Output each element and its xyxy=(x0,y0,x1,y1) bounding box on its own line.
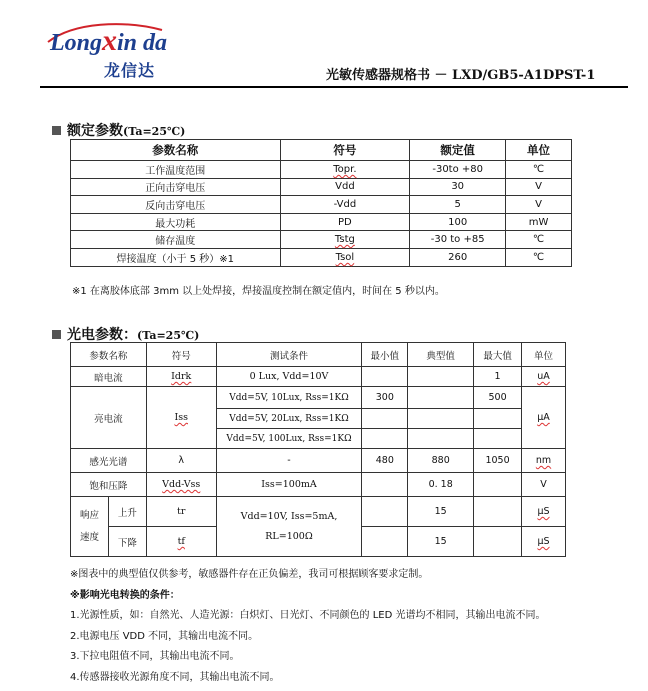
response-cond-line1: Vdd=10V, Iss=5mA, xyxy=(240,510,338,522)
empty-cell xyxy=(474,429,522,449)
param-unit: nm xyxy=(522,449,566,473)
param-value: -30to +80 xyxy=(410,161,506,179)
table-row xyxy=(71,367,566,387)
rated-heading-text: 额定参数 xyxy=(67,123,123,139)
max-value: 1050 xyxy=(474,449,522,473)
test-condition: Vdd=5V, 10Lux, Rss=1KΩ xyxy=(216,387,362,409)
typ-value: 15 xyxy=(408,527,474,557)
typ-value xyxy=(408,367,474,387)
param-name: 储存温度 xyxy=(71,231,281,249)
list-item: 4.传感器接收光源角度不同，其输出电流不同。 xyxy=(70,671,280,683)
param-unit: μA xyxy=(522,387,566,449)
test-condition: Iss=100mA xyxy=(216,473,362,497)
response-name-line2: 速度 xyxy=(79,531,99,543)
table-row xyxy=(71,248,572,266)
optical-heading-text: 光电参数： xyxy=(67,327,137,343)
optical-section-heading xyxy=(52,324,199,344)
logo-chinese: 龙信达 xyxy=(104,61,156,80)
empty-cell xyxy=(362,527,408,557)
param-unit: uA xyxy=(522,367,566,387)
table-row xyxy=(71,213,572,231)
empty-cell xyxy=(362,409,408,429)
param-symbol: Tsol xyxy=(280,248,410,266)
param-name: 工作温度范围 xyxy=(71,161,281,179)
header-divider xyxy=(40,86,628,88)
column-header: 最小值 xyxy=(362,343,408,367)
param-value: 30 xyxy=(410,178,506,196)
typ-value: 0. 18 xyxy=(408,473,474,497)
table-row xyxy=(71,449,566,473)
table-row xyxy=(71,473,566,497)
param-symbol: tf xyxy=(146,527,216,557)
param-value: 260 xyxy=(410,248,506,266)
param-name: 暗电流 xyxy=(71,367,147,387)
typical-value-note: ※图表中的典型值仅供参考，敏感器件存在正负偏差，我司可根据顾客要求定制。 xyxy=(70,569,429,580)
column-header: 最大值 xyxy=(474,343,522,367)
empty-cell xyxy=(474,409,522,429)
param-value: 100 xyxy=(410,213,506,231)
optical-heading-sub: (Ta=25℃) xyxy=(137,329,200,342)
table-row xyxy=(71,387,566,409)
column-header: 参数名称 xyxy=(71,140,281,161)
logo-en-part2: in da xyxy=(117,30,168,56)
param-name: 亮电流 xyxy=(71,387,147,449)
param-symbol: -Vdd xyxy=(280,196,410,214)
max-value: 500 xyxy=(474,387,522,409)
min-value: 300 xyxy=(362,387,408,409)
empty-cell xyxy=(408,409,474,429)
typ-value: 880 xyxy=(408,449,474,473)
response-cond-line2: RL=100Ω xyxy=(265,530,313,542)
list-item: 3.下拉电阻值不同，其输出电流不同。 xyxy=(70,651,240,662)
param-unit: μS xyxy=(522,527,566,557)
param-unit: ℃ xyxy=(506,231,572,249)
min-value xyxy=(362,367,408,387)
param-unit: ℃ xyxy=(506,161,572,179)
param-name: 焊接温度（小于 5 秒）※1 xyxy=(71,248,281,266)
rated-heading-sub: (Ta=25℃) xyxy=(123,125,186,138)
logo-english xyxy=(50,24,167,58)
param-symbol: tr xyxy=(146,497,216,527)
empty-cell xyxy=(474,527,522,557)
param-name xyxy=(71,497,109,557)
empty-cell xyxy=(408,429,474,449)
test-condition: Vdd=5V, 20Lux, Rss=1KΩ xyxy=(216,409,362,429)
table-header-row xyxy=(71,343,566,367)
param-unit: μS xyxy=(522,497,566,527)
param-unit: mW xyxy=(506,213,572,231)
sub-param-name: 下降 xyxy=(108,527,146,557)
rated-parameters-table xyxy=(70,139,572,267)
param-symbol: Iss xyxy=(146,387,216,449)
param-name: 饱和压降 xyxy=(71,473,147,497)
param-name: 反向击穿电压 xyxy=(71,196,281,214)
rated-footnote: ※1 在离胶体底部 3mm 以上处焊接，焊接温度控制在额定值内，时间在 5 秒以内。 xyxy=(72,286,445,297)
sub-param-name: 上升 xyxy=(108,497,146,527)
param-value: 5 xyxy=(410,196,506,214)
company-logo xyxy=(44,20,184,86)
empty-cell xyxy=(474,497,522,527)
min-value xyxy=(362,473,408,497)
param-symbol: Vdd xyxy=(280,178,410,196)
list-item: 2.电源电压 VDD 不同，其输出电流不同。 xyxy=(70,630,259,642)
max-value xyxy=(474,473,522,497)
test-condition xyxy=(216,497,362,557)
list-item: 1.光源性质，如：自然光、人造光源：白炽灯、日光灯、不同颜色的 LED 光谱均不相同，其输出电流不同。 xyxy=(70,610,546,621)
column-header: 符号 xyxy=(146,343,216,367)
response-name-line1: 响应 xyxy=(79,509,99,521)
table-row xyxy=(71,161,572,179)
column-header: 参数名称 xyxy=(71,343,147,367)
table-row xyxy=(71,178,572,196)
max-value: 1 xyxy=(474,367,522,387)
column-header: 单位 xyxy=(506,140,572,161)
optical-parameters-table xyxy=(70,342,566,557)
table-row xyxy=(71,231,572,249)
column-header: 单位 xyxy=(522,343,566,367)
param-unit: V xyxy=(506,178,572,196)
param-symbol: Topr. xyxy=(280,161,410,179)
empty-cell xyxy=(362,497,408,527)
param-name: 感光光谱 xyxy=(71,449,147,473)
table-header-row xyxy=(71,140,572,161)
column-header: 额定值 xyxy=(410,140,506,161)
empty-cell xyxy=(362,429,408,449)
param-name: 最大功耗 xyxy=(71,213,281,231)
notes-heading: ※影响光电转换的条件： xyxy=(70,589,180,601)
param-unit: V xyxy=(522,473,566,497)
test-condition: 0 Lux, Vdd=10V xyxy=(216,367,362,387)
column-header: 典型值 xyxy=(408,343,474,367)
typ-value xyxy=(408,387,474,409)
param-symbol: λ xyxy=(146,449,216,473)
param-symbol: Tstg xyxy=(280,231,410,249)
notes-block xyxy=(70,565,546,688)
test-condition: - xyxy=(216,449,362,473)
column-header: 符号 xyxy=(280,140,410,161)
param-unit: ℃ xyxy=(506,248,572,266)
min-value: 480 xyxy=(362,449,408,473)
param-symbol: PD xyxy=(280,213,410,231)
document-title: 光敏传感器规格书 － LXD/GB5-A1DPST-1 xyxy=(326,68,596,83)
table-row xyxy=(71,196,572,214)
bullet-square-icon xyxy=(52,330,61,339)
table-row xyxy=(71,497,566,527)
bullet-square-icon xyxy=(52,126,61,135)
param-symbol: Vdd-Vss xyxy=(146,473,216,497)
typ-value: 15 xyxy=(408,497,474,527)
param-value: -30 to +85 xyxy=(410,231,506,249)
rated-section-heading xyxy=(52,120,185,140)
param-unit: V xyxy=(506,196,572,214)
param-name: 正向击穿电压 xyxy=(71,178,281,196)
logo-en-part1: Long xyxy=(50,30,103,56)
logo-en-x: x xyxy=(102,24,118,57)
test-condition: Vdd=5V, 100Lux, Rss=1KΩ xyxy=(216,429,362,449)
param-symbol: Idrk xyxy=(146,367,216,387)
column-header: 测试条件 xyxy=(216,343,362,367)
